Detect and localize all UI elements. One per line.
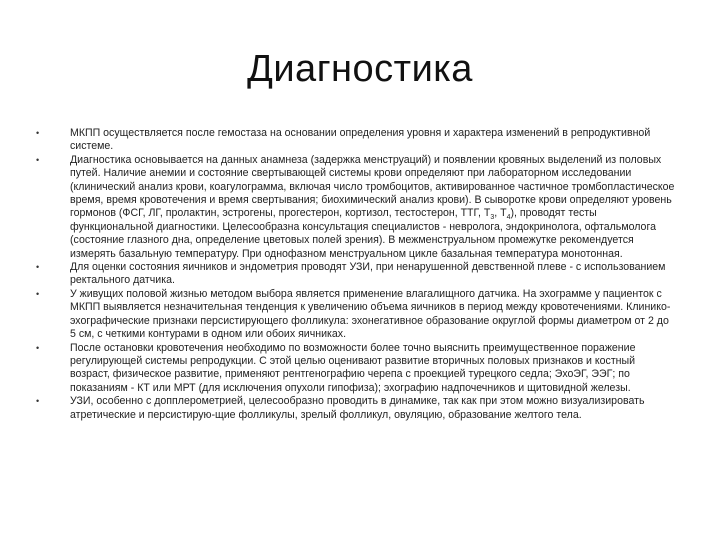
list-item-text: У живущих половой жизнью методом выбора является применение влагалищного датчика. На эхограмме у пациенток с МКПП выявляется незначительная тенденция к увеличению объема яичников в период между кровотечениями. Клинико-эхографические признаки персистирующего фолликула: эхонегативное образование округлой формы диаметром от 2 до 5 см, с четкими контурами в одном или обоих яичниках.: [70, 287, 671, 341]
list-item: [36, 154, 676, 261]
list-item-text: МКПП осуществляется после гемостаза на основании определения уровня и характера изменений в репродуктивной системе.: [70, 127, 651, 153]
list-item-text: [70, 154, 674, 260]
list-item-text-part: ), проводят тесты функциональной диагностики. Целесообразна консультация специалистов - невролога, эндокринолога, офтальмолога (состояние глазного дна, определение цветовых полей зрения). В межменструальном промежутке рекомендуется измерять базальную температуру. При однофазном менструальном цикле базальная температура монотонная.: [70, 207, 656, 260]
list-item: [36, 342, 676, 396]
list-item: [36, 127, 676, 154]
bullet-icon: •: [36, 154, 40, 165]
bullet-icon: •: [36, 128, 40, 138]
list-item: [36, 395, 676, 422]
bullet-icon: •: [36, 342, 40, 353]
list-item-text: УЗИ, особенно с допплерометрией, целесообразно проводить в динамике, так как при этом можно визуализировать атретические и персистирую-щие фолликулы, зрелый фолликул, овуляцию, образование желтого тела.: [70, 395, 645, 421]
bullet-list: [36, 127, 676, 422]
list-item-text: Для оценки состояния яичников и эндометрия проводят УЗИ, при ненарушенной девственной плеве - с использованием ректального датчика.: [70, 261, 666, 287]
list-item-text-part: Диагностика основывается на данных анамнеза (задержка менструаций) и появлении кровяных выделений из половых путей. Наличие анемии и состояние свертывающей системы крови определяют при лабораторном исследовании (клинический анализ крови, коагулограмма, включая число тромбоцитов, активированное частичное тромбопластическое время, время кровотечения и время свертывания; биохимический анализ крови). В сыворотке крови определяют уровень гормонов (ФСГ, ЛГ, пролактин, эстрогены, прогестерон, кортизол, тестостерон, ТТГ, Т: [70, 153, 675, 220]
subscript-4: 4: [506, 214, 511, 222]
slide-title: Диагностика: [247, 48, 473, 90]
bullet-icon: •: [36, 262, 40, 273]
subscript-3: 3: [490, 214, 495, 222]
list-item-text-part: , Т: [494, 207, 507, 220]
list-item-text: После остановки кровотечения необходимо по возможности более точно выяснить преимущественное поражение регулирующей системы репродукции. С этой целью оценивают развитие вторичных половых признаков и костный возраст, физическое развитие, применяют рентгенографию черепа с проекцией турецкого седла; ЭхоЭГ, ЭЭГ; по показаниям - КТ или МРТ (для исключения опухоли гипофиза); эхографию надпочечников и щитовидной железы.: [70, 341, 636, 394]
bullet-icon: •: [36, 396, 40, 407]
list-item: [36, 288, 676, 342]
bullet-icon: •: [36, 288, 40, 299]
list-item: [36, 261, 676, 288]
